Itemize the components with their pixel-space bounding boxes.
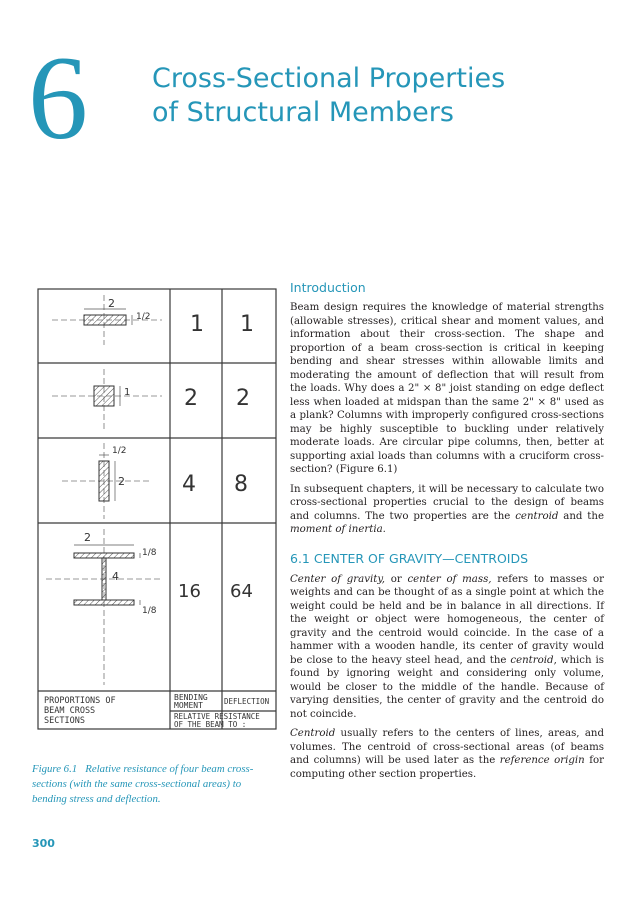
intro-p2-em-inertia: moment of inertia	[290, 524, 383, 535]
chapter-number: 6	[28, 31, 88, 164]
r2-deflection-value: 2	[236, 386, 250, 411]
foot-bending-line1: BENDING	[174, 693, 208, 702]
sec-p1-text-c: , which is found by ignoring weight and considering only volume, would be closer to the middle of the handle. Because of varying densities, the center of gravity and the centroid do not coincide.	[290, 654, 604, 720]
r3-dim-top: 1/2	[112, 446, 127, 456]
section-heading: 6.1 CENTER OF GRAVITY—CENTROIDS	[290, 550, 529, 566]
chapter-title-line-1: Cross-Sectional Properties	[152, 63, 506, 94]
intro-p2-text-b: and the	[558, 510, 604, 522]
sec-p2-em-2: reference origin	[499, 755, 585, 766]
intro-paragraph-1: Beam design requires the knowledge of material strengths (allowable stresses), critical shear and moment values, and information about their cross-section. The shape and proportion of a beam cross-section is critical in keeping bending and shear stresses within allowable limits and moderating the amount of deflection that will result from the loads. Why does a 2" × 8" joist standing on edge deflect less when loaded at midspan than the same 2" × 8" used as a plank? Columns with improperly configured cross-sections may be highly susceptible to buckling under relatively moderate loads. Are circular pipe columns, then, better at supporting axial loads than columns with a cruciform cross-section? (Figure 6.1)	[290, 302, 604, 475]
r4-dim-web: 4	[112, 570, 119, 583]
intro-paragraph-2	[290, 483, 604, 537]
r3-bending-value: 4	[182, 472, 196, 497]
foot-proportions-line3: SECTIONS	[44, 716, 85, 726]
r4-bending-value: 16	[178, 581, 201, 602]
sec-p2-em-1: Centroid	[290, 728, 336, 739]
section-paragraph-2	[290, 727, 604, 781]
intro-p2-text-c: .	[382, 524, 386, 535]
r4-dim-bottom: 1/8	[142, 606, 157, 616]
sec-p1-em-1: Center of gravity,	[290, 573, 385, 585]
foot-relative-line2: OF THE BEAM TO :	[174, 720, 247, 729]
figure-frame	[38, 289, 276, 729]
sec-p1-em-2: center of mass,	[407, 573, 492, 585]
chapter-title	[152, 62, 505, 130]
r2-dim: 1	[124, 387, 131, 398]
section-tall-plate	[62, 443, 152, 519]
caption-text: Relative resistance of four beam cross-sections (with the same cross-sectional areas) to bending stress and deflection.	[32, 763, 254, 805]
foot-deflection: DEFLECTION	[224, 697, 270, 706]
page-number: 300	[32, 837, 55, 850]
intro-p2-em-centroid: centroid	[515, 510, 559, 522]
r1-dim-top: 2	[108, 297, 115, 310]
r4-dim-top: 2	[84, 531, 91, 544]
intro-heading: Introduction	[290, 280, 366, 295]
foot-proportions-line1: PROPORTIONS OF	[44, 696, 116, 706]
r2-bending-value: 2	[184, 386, 198, 411]
body-column	[290, 280, 604, 787]
foot-proportions-line2: BEAM CROSS	[44, 706, 96, 716]
figure-drawing	[32, 283, 280, 738]
r4-dim-flange: 1/8	[142, 548, 157, 558]
r4-deflection-value: 64	[230, 581, 253, 602]
r3-dim-side: 2	[118, 475, 125, 488]
r3-deflection-value: 8	[234, 472, 248, 497]
section-square	[52, 369, 162, 431]
figure-caption	[32, 762, 272, 807]
sec-p1-text-b: refers to masses or weights and can be thought of as a single point at which the weight could be held and be in balance in all directions. If the weight or object were homogeneous, the center of gravity and the centroid would coincide. In the case of a hammer with a wooden handle, its center of gravity would be close to the heavy steel head, and the	[290, 573, 604, 666]
caption-label: Figure 6.1	[32, 763, 78, 775]
sec-p1-em-3: centroid	[510, 654, 554, 666]
sec-p2-text-a: usually refers to the centers of lines, areas, and volumes. The centroid of cross-sectional areas (of beams and columns) will be used later as the	[290, 728, 604, 766]
r1-dim-side: 1/2	[136, 312, 151, 322]
foot-bending-line2: MOMENT	[174, 701, 203, 710]
section-paragraph-1	[290, 573, 604, 722]
r1-bending-value: 1	[190, 312, 204, 337]
chapter-title-line-2: of Structural Members	[152, 97, 454, 128]
r1-deflection-value: 1	[240, 312, 254, 337]
sec-p1-text-a: or	[384, 573, 408, 585]
sec-p2-text-b: for computing other section properties.	[290, 755, 605, 780]
intro-p2-text-a: In subsequent chapters, it will be necessary to calculate two cross-sectional properties crucial to the design of beams and columns. The two properties are the	[290, 483, 604, 522]
figure-6-1	[32, 283, 280, 738]
foot-relative-line1: RELATIVE RESISTANCE	[174, 712, 260, 721]
